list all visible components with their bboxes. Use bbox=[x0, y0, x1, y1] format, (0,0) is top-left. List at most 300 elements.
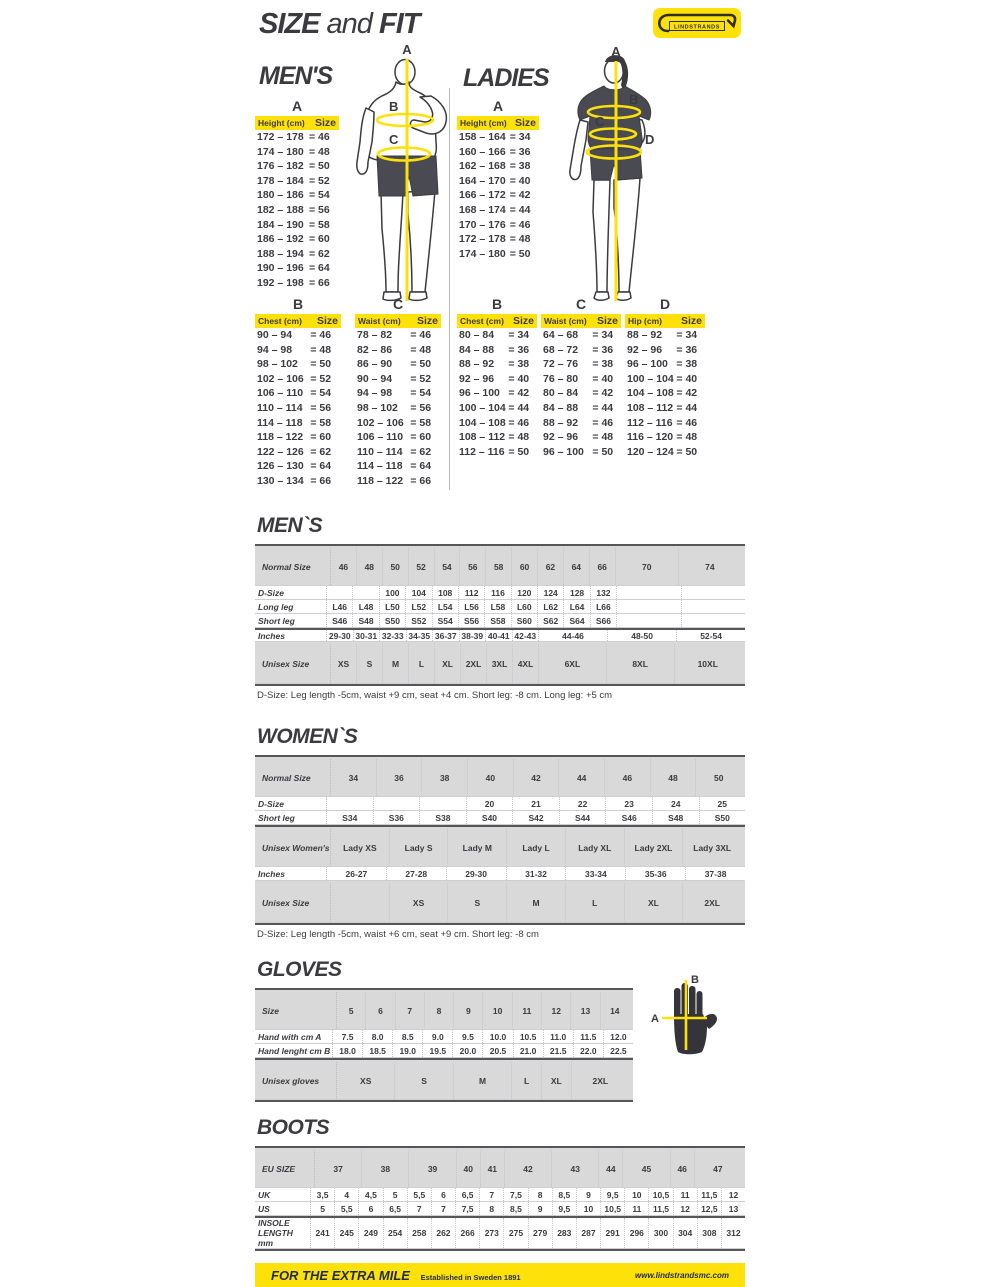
size-cell: = 58 bbox=[310, 416, 332, 429]
range-cell: 120 – 124 bbox=[627, 445, 674, 458]
label-b: B bbox=[629, 92, 639, 107]
table-cell: 62 bbox=[538, 548, 564, 585]
table-cell: 11 bbox=[513, 992, 542, 1029]
table-row bbox=[457, 218, 539, 233]
column-header-measure: Height (cm) bbox=[460, 118, 507, 128]
row-label: Unisex gloves bbox=[259, 1062, 337, 1099]
table-cell: 10.5 bbox=[514, 1030, 544, 1043]
table-row bbox=[355, 459, 441, 474]
range-cell: 190 – 196 bbox=[257, 262, 304, 275]
row-label: EU SIZE bbox=[259, 1150, 315, 1187]
table-row bbox=[255, 642, 745, 684]
size-cell: = 60 bbox=[410, 431, 432, 444]
range-cell: 68 – 72 bbox=[543, 343, 579, 356]
table-row bbox=[255, 586, 745, 600]
table-cell: 48 bbox=[651, 759, 697, 796]
table-cell: Lady S bbox=[390, 829, 449, 866]
table-cell: L56 bbox=[459, 600, 485, 613]
table-row bbox=[457, 445, 537, 460]
table-cell: 8.5 bbox=[393, 1030, 423, 1043]
mens-chest-table bbox=[255, 296, 341, 489]
table-cell: 38 bbox=[362, 1150, 409, 1187]
table-cell: 2XL bbox=[461, 644, 487, 683]
table-cell: 52-54 bbox=[700, 630, 722, 641]
table-cell: 47 bbox=[713, 1163, 723, 1174]
table-cell: 275 bbox=[504, 1218, 528, 1248]
table-cell: 13 bbox=[728, 1203, 739, 1214]
table-cell: 6 bbox=[359, 1202, 383, 1215]
range-cell: 118 – 122 bbox=[357, 474, 404, 487]
table-cell: 14 bbox=[610, 1005, 620, 1016]
table-cell: 36-37 bbox=[433, 630, 460, 641]
table-cell: 25 bbox=[717, 798, 728, 809]
table-cell: 7,5 bbox=[456, 1202, 480, 1215]
table-cell: Lady L bbox=[507, 829, 566, 866]
column-header-size: Size bbox=[316, 315, 338, 327]
column-header-size: Size bbox=[416, 315, 438, 327]
table-cell: 45 bbox=[623, 1150, 670, 1187]
row-label: D-Size bbox=[255, 797, 327, 810]
table-row bbox=[457, 357, 537, 372]
table-cell: 22.5 bbox=[610, 1045, 627, 1056]
table-cell: 9 bbox=[529, 1202, 553, 1215]
range-cell: 90 – 94 bbox=[357, 372, 393, 385]
size-cell: = 54 bbox=[309, 189, 330, 202]
table-cell bbox=[420, 797, 467, 810]
table-row bbox=[457, 145, 539, 160]
table-row bbox=[255, 1030, 633, 1044]
table-cell: 7 bbox=[432, 1202, 456, 1215]
table-cell: 22 bbox=[560, 797, 607, 810]
table-row bbox=[355, 372, 441, 387]
table-cell: S66 bbox=[591, 614, 617, 627]
table-row bbox=[255, 174, 339, 189]
tagline-bold: EXTRA MILE bbox=[331, 1267, 410, 1283]
table-row bbox=[541, 372, 621, 387]
mini-table-header bbox=[457, 314, 537, 328]
table-row bbox=[541, 416, 621, 431]
table-cell: L50 bbox=[380, 600, 406, 613]
table-cell: 35-36 bbox=[626, 867, 686, 880]
table-cell bbox=[353, 586, 379, 599]
table-row bbox=[355, 416, 441, 431]
range-cell: 88 – 92 bbox=[459, 358, 495, 371]
table-cell: 42-43 bbox=[513, 630, 540, 641]
glove-label-b: B bbox=[691, 974, 699, 986]
table-row bbox=[255, 755, 745, 797]
range-cell: 96 – 100 bbox=[543, 445, 584, 458]
table-cell: 36 bbox=[377, 759, 423, 796]
table-row bbox=[255, 1058, 633, 1100]
table-row bbox=[255, 474, 341, 489]
size-cell: = 46 bbox=[509, 218, 531, 231]
measure-letter: A bbox=[492, 98, 504, 114]
logo-background bbox=[653, 8, 741, 38]
table-cell: 249 bbox=[359, 1218, 383, 1248]
table-cell: 279 bbox=[529, 1218, 553, 1248]
table-row bbox=[255, 825, 745, 867]
table-row bbox=[457, 130, 539, 145]
range-cell: 78 – 82 bbox=[357, 329, 393, 341]
mens-size-table bbox=[255, 544, 745, 686]
table-row bbox=[625, 357, 705, 372]
table-cell: S38 bbox=[420, 811, 467, 824]
boots-size-table bbox=[255, 1146, 745, 1251]
ladies-height-table bbox=[457, 98, 539, 261]
table-cell bbox=[327, 586, 353, 599]
table-cell: Lady 2XL bbox=[625, 829, 684, 866]
title-fit: FIT bbox=[378, 8, 420, 40]
size-cell: = 58 bbox=[309, 218, 330, 231]
table-cell: 43 bbox=[552, 1150, 599, 1187]
table-cell: L46 bbox=[327, 600, 353, 613]
size-cell: = 46 bbox=[309, 131, 330, 143]
table-cell: L64 bbox=[564, 600, 590, 613]
label-c: C bbox=[595, 114, 605, 129]
row-label: Normal Size bbox=[259, 759, 331, 796]
range-cell: 174 – 180 bbox=[257, 145, 304, 158]
row-label: Inches bbox=[255, 867, 327, 880]
table-row bbox=[541, 386, 621, 401]
table-cell: 8XL bbox=[607, 644, 675, 683]
table-cell: S48 bbox=[653, 811, 700, 824]
table-cell: S34 bbox=[327, 811, 374, 824]
table-cell: 273 bbox=[480, 1218, 504, 1248]
size-cell: = 50 bbox=[309, 160, 330, 173]
table-row bbox=[255, 988, 633, 1030]
table-cell: 10 bbox=[577, 1202, 601, 1215]
range-cell: 188 – 194 bbox=[257, 247, 304, 260]
table-cell: 40 bbox=[457, 1150, 481, 1187]
womens-size-table bbox=[255, 755, 745, 925]
table-cell: S36 bbox=[374, 811, 421, 824]
size-cell: = 46 bbox=[508, 416, 530, 429]
table-cell: M bbox=[507, 883, 566, 922]
table-cell: L54 bbox=[433, 600, 459, 613]
table-cell: 300 bbox=[649, 1218, 673, 1248]
range-cell: 184 – 190 bbox=[257, 218, 304, 231]
column-header-size: Size bbox=[512, 315, 534, 327]
boots-block bbox=[255, 1116, 745, 1251]
table-cell: XS bbox=[337, 1062, 395, 1099]
size-cell: = 50 bbox=[676, 445, 698, 458]
size-cell: = 54 bbox=[410, 387, 432, 400]
range-cell: 94 – 98 bbox=[357, 387, 393, 400]
table-cell: S46 bbox=[606, 811, 653, 824]
table-row bbox=[541, 430, 621, 445]
table-cell: 6,5 bbox=[456, 1188, 480, 1201]
table-cell: 44 bbox=[599, 1150, 623, 1187]
table-cell: 308 bbox=[698, 1218, 722, 1248]
glove-label-a: A bbox=[651, 1013, 659, 1025]
table-cell: 19.5 bbox=[423, 1044, 453, 1057]
size-cell: = 64 bbox=[309, 262, 330, 275]
row-label: Unisex Size bbox=[259, 883, 331, 922]
website-url: www.lindstrandsmc.com bbox=[635, 1270, 729, 1280]
table-cell: 11,5 bbox=[698, 1188, 722, 1201]
table-cell: 4XL bbox=[513, 644, 539, 683]
range-cell: 84 – 88 bbox=[459, 343, 495, 356]
table-row bbox=[255, 867, 745, 881]
table-cell: 6XL bbox=[539, 644, 607, 683]
table-cell bbox=[617, 586, 681, 599]
womens-size-block bbox=[255, 725, 745, 940]
size-cell: = 56 bbox=[310, 401, 332, 414]
table-cell: 4 bbox=[335, 1188, 359, 1201]
table-cell: L52 bbox=[406, 600, 432, 613]
table-row bbox=[355, 445, 441, 460]
table-cell: 29-30 bbox=[327, 630, 354, 641]
size-and-fit-page bbox=[255, 0, 745, 1287]
table-cell: 241 bbox=[311, 1218, 335, 1248]
table-cell: 56 bbox=[460, 548, 486, 585]
size-cell: = 48 bbox=[309, 145, 330, 158]
row-label: INSOLE LENGTH mm bbox=[255, 1218, 311, 1248]
size-cell: = 36 bbox=[508, 343, 530, 356]
size-cell: = 58 bbox=[410, 416, 432, 429]
womens-size-footnote: D-Size: Leg length -5cm, waist +6 cm, seat +9 cm. Short leg: -8 cm bbox=[257, 929, 539, 940]
table-row bbox=[255, 232, 339, 247]
table-row bbox=[457, 343, 537, 358]
size-cell: = 50 bbox=[509, 247, 531, 260]
ladies-shirt bbox=[578, 86, 651, 153]
range-cell: 164 – 170 bbox=[459, 174, 506, 187]
table-cell: 22.0 bbox=[574, 1044, 604, 1057]
table-row bbox=[355, 474, 441, 489]
table-cell: 40 bbox=[468, 759, 514, 796]
size-cell: = 44 bbox=[592, 401, 614, 414]
table-cell: 10,5 bbox=[649, 1188, 673, 1201]
table-cell: 7 bbox=[480, 1188, 504, 1201]
row-label: Hand lenght cm B bbox=[255, 1044, 333, 1057]
range-cell: 94 – 98 bbox=[257, 343, 293, 356]
title-and: and bbox=[326, 8, 372, 40]
mens-size-title: MEN`S bbox=[257, 514, 323, 537]
table-cell: 5 bbox=[311, 1202, 335, 1215]
table-cell: XL bbox=[542, 1062, 572, 1099]
mini-table-header bbox=[355, 314, 441, 328]
table-cell: 40-41 bbox=[486, 630, 513, 641]
size-cell: = 40 bbox=[509, 174, 531, 187]
table-cell: 50 bbox=[383, 548, 409, 585]
size-cell: = 60 bbox=[310, 431, 332, 444]
label-b: B bbox=[389, 99, 399, 114]
range-cell: 86 – 90 bbox=[357, 358, 393, 371]
gloves-content bbox=[255, 974, 745, 1102]
measure-letter: B bbox=[292, 296, 304, 312]
range-cell: 104 – 108 bbox=[459, 416, 506, 429]
table-cell: L62 bbox=[538, 600, 564, 613]
ladies-hip-table bbox=[625, 296, 705, 459]
range-cell: 186 – 192 bbox=[257, 233, 304, 246]
table-cell: 21.0 bbox=[514, 1044, 544, 1057]
range-cell: 76 – 80 bbox=[543, 372, 579, 385]
table-row bbox=[355, 357, 441, 372]
table-row bbox=[457, 174, 539, 189]
size-cell: = 34 bbox=[508, 329, 530, 341]
range-cell: 98 – 102 bbox=[357, 401, 398, 414]
table-cell: L bbox=[512, 1062, 542, 1099]
mini-table-header bbox=[255, 116, 339, 130]
table-cell: 6 bbox=[432, 1188, 456, 1201]
size-cell: = 42 bbox=[592, 387, 614, 400]
table-cell: S42 bbox=[513, 811, 560, 824]
table-cell: S44 bbox=[560, 811, 607, 824]
range-cell: 106 – 110 bbox=[357, 431, 404, 444]
column-header-size: Size bbox=[596, 315, 618, 327]
table-cell: 21.5 bbox=[544, 1044, 574, 1057]
table-cell: XL bbox=[625, 883, 684, 922]
size-cell: = 36 bbox=[676, 343, 698, 356]
table-row bbox=[255, 459, 341, 474]
range-cell: 92 – 96 bbox=[459, 372, 495, 385]
table-cell: 13 bbox=[571, 992, 600, 1029]
table-cell: 9.0 bbox=[423, 1030, 453, 1043]
table-row bbox=[625, 328, 705, 343]
table-cell: 70 bbox=[616, 548, 679, 585]
table-cell: 26-27 bbox=[327, 867, 387, 880]
size-cell: = 36 bbox=[592, 343, 614, 356]
table-cell: Lady XL bbox=[566, 829, 625, 866]
mini-table-header bbox=[625, 314, 705, 328]
size-cell: = 52 bbox=[410, 372, 432, 385]
table-cell: 10 bbox=[625, 1188, 649, 1201]
table-cell: 50 bbox=[713, 772, 724, 783]
size-cell: = 54 bbox=[310, 387, 332, 400]
column-header-measure: Chest (cm) bbox=[258, 316, 302, 326]
label-c: C bbox=[389, 132, 399, 147]
table-cell: 8 bbox=[529, 1188, 553, 1201]
table-cell: S62 bbox=[538, 614, 564, 627]
table-cell: XL bbox=[435, 644, 461, 683]
column-header-measure: Chest (cm) bbox=[460, 316, 504, 326]
table-row bbox=[255, 203, 339, 218]
measurement-section bbox=[255, 44, 745, 500]
table-row bbox=[541, 343, 621, 358]
column-header-measure: Waist (cm) bbox=[358, 316, 401, 326]
table-cell: 18.5 bbox=[363, 1044, 393, 1057]
range-cell: 180 – 186 bbox=[257, 189, 304, 202]
label-a: A bbox=[402, 44, 412, 57]
range-cell: 176 – 182 bbox=[257, 160, 304, 173]
table-cell: 23 bbox=[606, 797, 653, 810]
table-cell: 12,5 bbox=[698, 1202, 722, 1215]
range-cell: 112 – 116 bbox=[459, 445, 505, 458]
table-cell: XS bbox=[331, 644, 357, 683]
ladies-section-title: LADIES bbox=[463, 64, 549, 92]
range-cell: 96 – 100 bbox=[627, 358, 668, 371]
size-cell: = 44 bbox=[676, 401, 698, 414]
table-cell: 38 bbox=[422, 759, 468, 796]
logo-wordmark: LINDSTRANDS bbox=[673, 24, 721, 31]
table-cell: 8 bbox=[425, 992, 454, 1029]
mini-table-header bbox=[457, 116, 539, 130]
size-cell: = 42 bbox=[676, 387, 698, 400]
size-cell: = 44 bbox=[508, 401, 530, 414]
table-cell: S58 bbox=[485, 614, 511, 627]
size-cell: = 44 bbox=[509, 203, 531, 216]
table-cell: 112 bbox=[459, 586, 485, 599]
table-cell bbox=[327, 797, 374, 810]
table-row bbox=[355, 386, 441, 401]
lindstrands-logo bbox=[653, 8, 741, 39]
table-cell: M bbox=[383, 644, 409, 683]
size-cell: = 42 bbox=[508, 387, 530, 400]
table-cell: Lady 3XL bbox=[693, 842, 732, 853]
table-row bbox=[255, 797, 745, 811]
table-cell: 21 bbox=[513, 797, 560, 810]
measure-letter: C bbox=[575, 296, 587, 312]
table-cell: 60 bbox=[512, 548, 538, 585]
range-cell: 80 – 84 bbox=[459, 329, 495, 341]
table-cell: 64 bbox=[564, 548, 590, 585]
mens-size-footnote: D-Size: Leg length -5cm, waist +9 cm, seat +4 cm. Short leg: -8 cm. Long leg: +5 cm bbox=[257, 690, 613, 701]
range-cell: 80 – 84 bbox=[543, 387, 579, 400]
table-cell: 46 bbox=[331, 548, 357, 585]
table-row bbox=[457, 386, 537, 401]
table-cell: 42 bbox=[514, 759, 560, 796]
range-cell: 64 – 68 bbox=[543, 329, 579, 341]
range-cell: 126 – 130 bbox=[257, 460, 304, 473]
size-cell: = 48 bbox=[592, 431, 614, 444]
table-cell: 9 bbox=[577, 1188, 601, 1201]
size-cell: = 36 bbox=[509, 145, 531, 158]
size-cell: = 48 bbox=[310, 343, 332, 356]
range-cell: 172 – 178 bbox=[257, 131, 304, 143]
column-header-size: Size bbox=[514, 117, 536, 129]
size-cell: = 66 bbox=[310, 474, 332, 487]
tagline-regular: FOR THE bbox=[271, 1267, 329, 1283]
table-row bbox=[255, 881, 745, 923]
size-cell: = 34 bbox=[592, 329, 614, 341]
table-cell: 291 bbox=[601, 1218, 625, 1248]
mens-size-block bbox=[255, 514, 745, 701]
label-d: D bbox=[645, 132, 655, 147]
table-cell: 37-38 bbox=[704, 868, 727, 879]
table-cell bbox=[617, 614, 681, 627]
table-cell: L58 bbox=[485, 600, 511, 613]
range-cell: 102 – 106 bbox=[357, 416, 404, 429]
table-row bbox=[457, 203, 539, 218]
row-label: Short leg bbox=[255, 614, 327, 627]
size-cell: = 64 bbox=[410, 460, 432, 473]
table-cell: 5 bbox=[337, 992, 366, 1029]
table-cell: 32-33 bbox=[380, 630, 407, 641]
table-row bbox=[255, 188, 339, 203]
page-title bbox=[259, 8, 419, 41]
table-cell: 258 bbox=[408, 1218, 432, 1248]
size-cell: = 62 bbox=[310, 445, 332, 458]
range-cell: 114 – 118 bbox=[257, 416, 303, 429]
range-cell: 88 – 92 bbox=[543, 416, 579, 429]
range-cell: 172 – 178 bbox=[459, 233, 506, 246]
table-cell: 11,5 bbox=[649, 1202, 673, 1215]
table-row bbox=[255, 130, 339, 145]
size-cell: = 66 bbox=[309, 276, 330, 289]
table-cell: S50 bbox=[380, 614, 406, 627]
size-cell: = 40 bbox=[592, 372, 614, 385]
range-cell: 112 – 116 bbox=[627, 416, 673, 429]
size-cell: = 56 bbox=[410, 401, 432, 414]
table-cell: 6 bbox=[366, 992, 395, 1029]
range-cell: 158 – 164 bbox=[459, 131, 506, 143]
table-row bbox=[457, 247, 539, 262]
table-cell: S bbox=[448, 883, 507, 922]
size-cell: = 38 bbox=[592, 358, 614, 371]
range-cell: 98 – 102 bbox=[257, 358, 298, 371]
range-cell: 170 – 176 bbox=[459, 218, 506, 231]
table-row bbox=[541, 328, 621, 343]
